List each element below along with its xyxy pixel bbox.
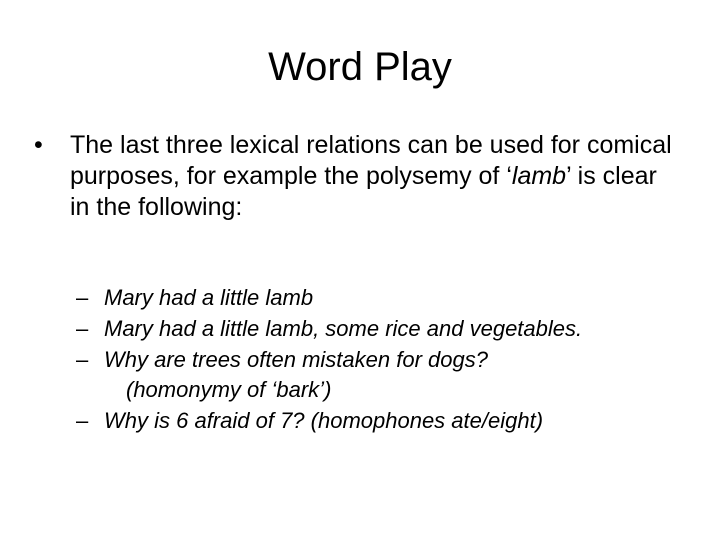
sub-bullet-text: Mary had a little lamb, some rice and vegetables. <box>104 316 583 341</box>
bullet-text-italic: lamb <box>511 162 567 190</box>
bullet-row <box>34 130 674 223</box>
sub-bullet-text: Mary had a little lamb <box>104 285 314 310</box>
bullet-text-after: ’ is clear in the following: <box>70 162 657 221</box>
sub-bullet-text: Why is 6 afraid of 7? (homophones ate/eight) <box>104 408 544 433</box>
sub-bullet-list <box>76 283 696 437</box>
sub-bullet-marker: – <box>76 316 89 341</box>
sub-bullet-item <box>76 314 696 344</box>
main-bullet <box>34 130 674 223</box>
bullet-marker: • <box>34 131 43 159</box>
bullet-text-before: The last three lexical relations can be used for comical purposes, for example the polysemy of ‘ <box>70 131 672 190</box>
sub-bullet-item <box>76 406 696 436</box>
sub-bullet-marker: – <box>76 408 89 433</box>
sub-bullet-marker: – <box>76 347 89 372</box>
sub-bullet-item <box>76 345 696 405</box>
sub-bullet-item <box>76 283 696 313</box>
sub-bullet-marker: – <box>76 285 89 310</box>
slide-title: Word Play <box>268 45 452 89</box>
sub-bullet-text-continuation: (homonymy of ‘bark’) <box>126 377 332 402</box>
sub-bullet-text: Why are trees often mistaken for dogs? <box>104 347 488 372</box>
